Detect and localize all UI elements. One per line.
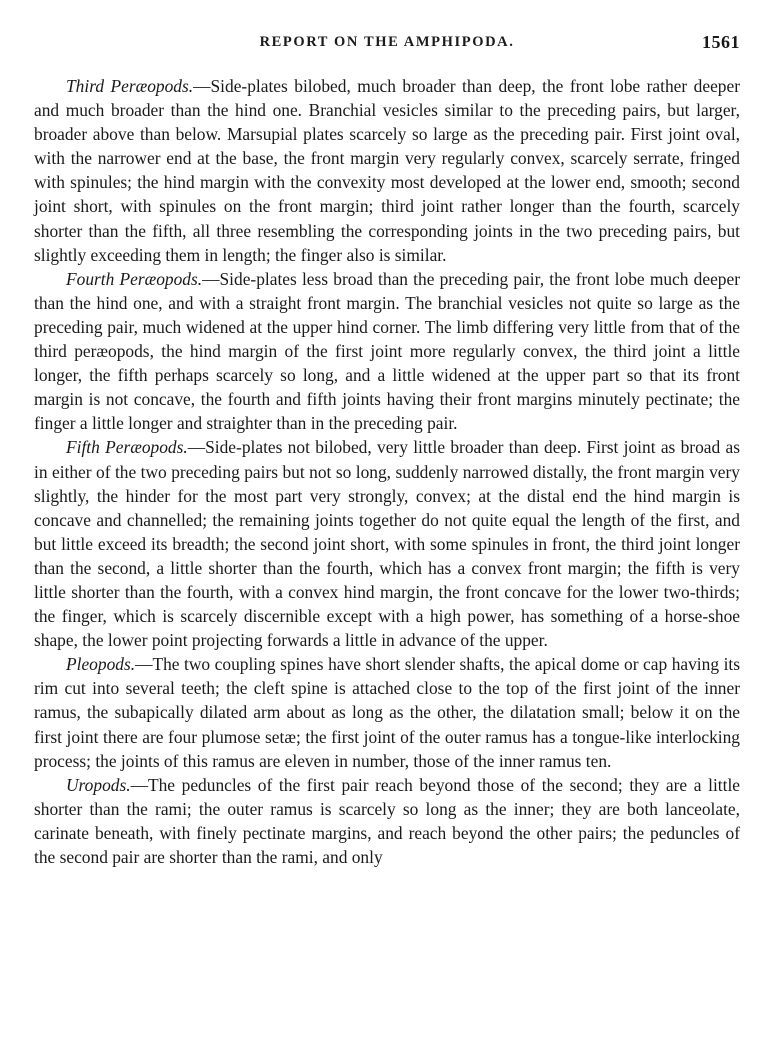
paragraph-pleopods <box>34 652 740 772</box>
paragraph-fifth-peraeopods <box>34 435 740 652</box>
section-body: —The two coupling spines have short slender shafts, the apical dome or cap having its rim cut into several teeth; the cleft spine is attached close to the top of the first joint of the inner ramus, the subapically dilated arm about as long as the other, the dilatation small; below it on the first joint there are four plumose setæ; the first joint of the outer ramus has a tongue-like interlocking process; the joints of this ramus are eleven in number, those of the inner ramus ten. <box>34 654 740 771</box>
paragraph-uropods <box>34 773 740 869</box>
section-heading: Third Peræopods. <box>66 76 194 96</box>
section-heading: Fourth Peræopods. <box>66 268 203 289</box>
running-head <box>34 30 740 56</box>
section-heading: Fifth Peræopods. <box>66 437 188 458</box>
document-page <box>34 30 740 869</box>
section-body: —The peduncles of the first pair reach beyond those of the second; they are a little shorter than the rami; the outer ramus is scarcely so long as the inner; they are both lanceolate, carinate beneath, with finely pectinate margins, and reach beyond the other pairs; the peduncles of the second pair are shorter than the rami, and only <box>34 774 740 867</box>
section-heading: Uropods. <box>66 774 131 795</box>
section-body: —Side-plates less broad than the preceding pair, the front lobe much deeper than the hind one, and with a straight front margin. The branchial vesicles not quite so large as the preceding pair, much widened at the upper hind corner. The limb differing very little from that of the third peræopods, the hind margin of the first joint more regularly convex, the third joint a little longer, the fifth perhaps scarcely so long, and a little widened at the upper part so that its front margin is not concave, the fourth and fifth joints having their front margins minutely pectinate; the finger a little longer and straighter than in the preceding pair. <box>34 268 740 434</box>
section-heading: Pleopods. <box>66 654 136 675</box>
page-number: 1561 <box>702 32 740 52</box>
running-title: REPORT ON THE AMPHIPODA. <box>259 34 515 50</box>
section-body: —Side-plates bilobed, much broader than deep, the front lobe rather deeper and much broader than the hind one. Branchial vesicles similar to the preceding pairs, but larger, broader above than below. Marsupial plates scarcely so large as the preceding pair. First joint oval, with the narrower end at the base, the front margin very regularly convex, scarcely serrate, fringed with spinules; the hind margin with the convexity most developed at the lower end, smooth; second joint short, with spinules on the front margin; third joint rather longer than the fourth, scarcely shorter than the fifth, all three resembling the corresponding joints in the two preceding pairs, but slightly exceeding them in length; the finger also is similar. <box>34 76 740 265</box>
paragraph-fourth-peraeopods <box>34 267 740 436</box>
section-body: —Side-plates not bilobed, very little broader than deep. First joint as broad as in either of the two preceding pairs but not so long, suddenly narrowed distally, the front margin very slightly, the hinder for the most part very strongly, convex; at the distal end the hind margin is concave and channelled; the remaining joints together do not quite equal the length of the first, and but little exceed its breadth; the second joint short, with some spinules in front, the third joint longer than the second, a little shorter than the fourth, which has a convex front margin; the fifth is very little shorter than the fourth, with a convex hind margin, the front concave for the lower two-thirds; the finger, which is scarcely discernible except with a high power, has something of a horse-shoe shape, the lower point projecting forwards a little in advance of the upper. <box>34 437 740 651</box>
paragraph-third-peraeopods <box>34 74 740 267</box>
